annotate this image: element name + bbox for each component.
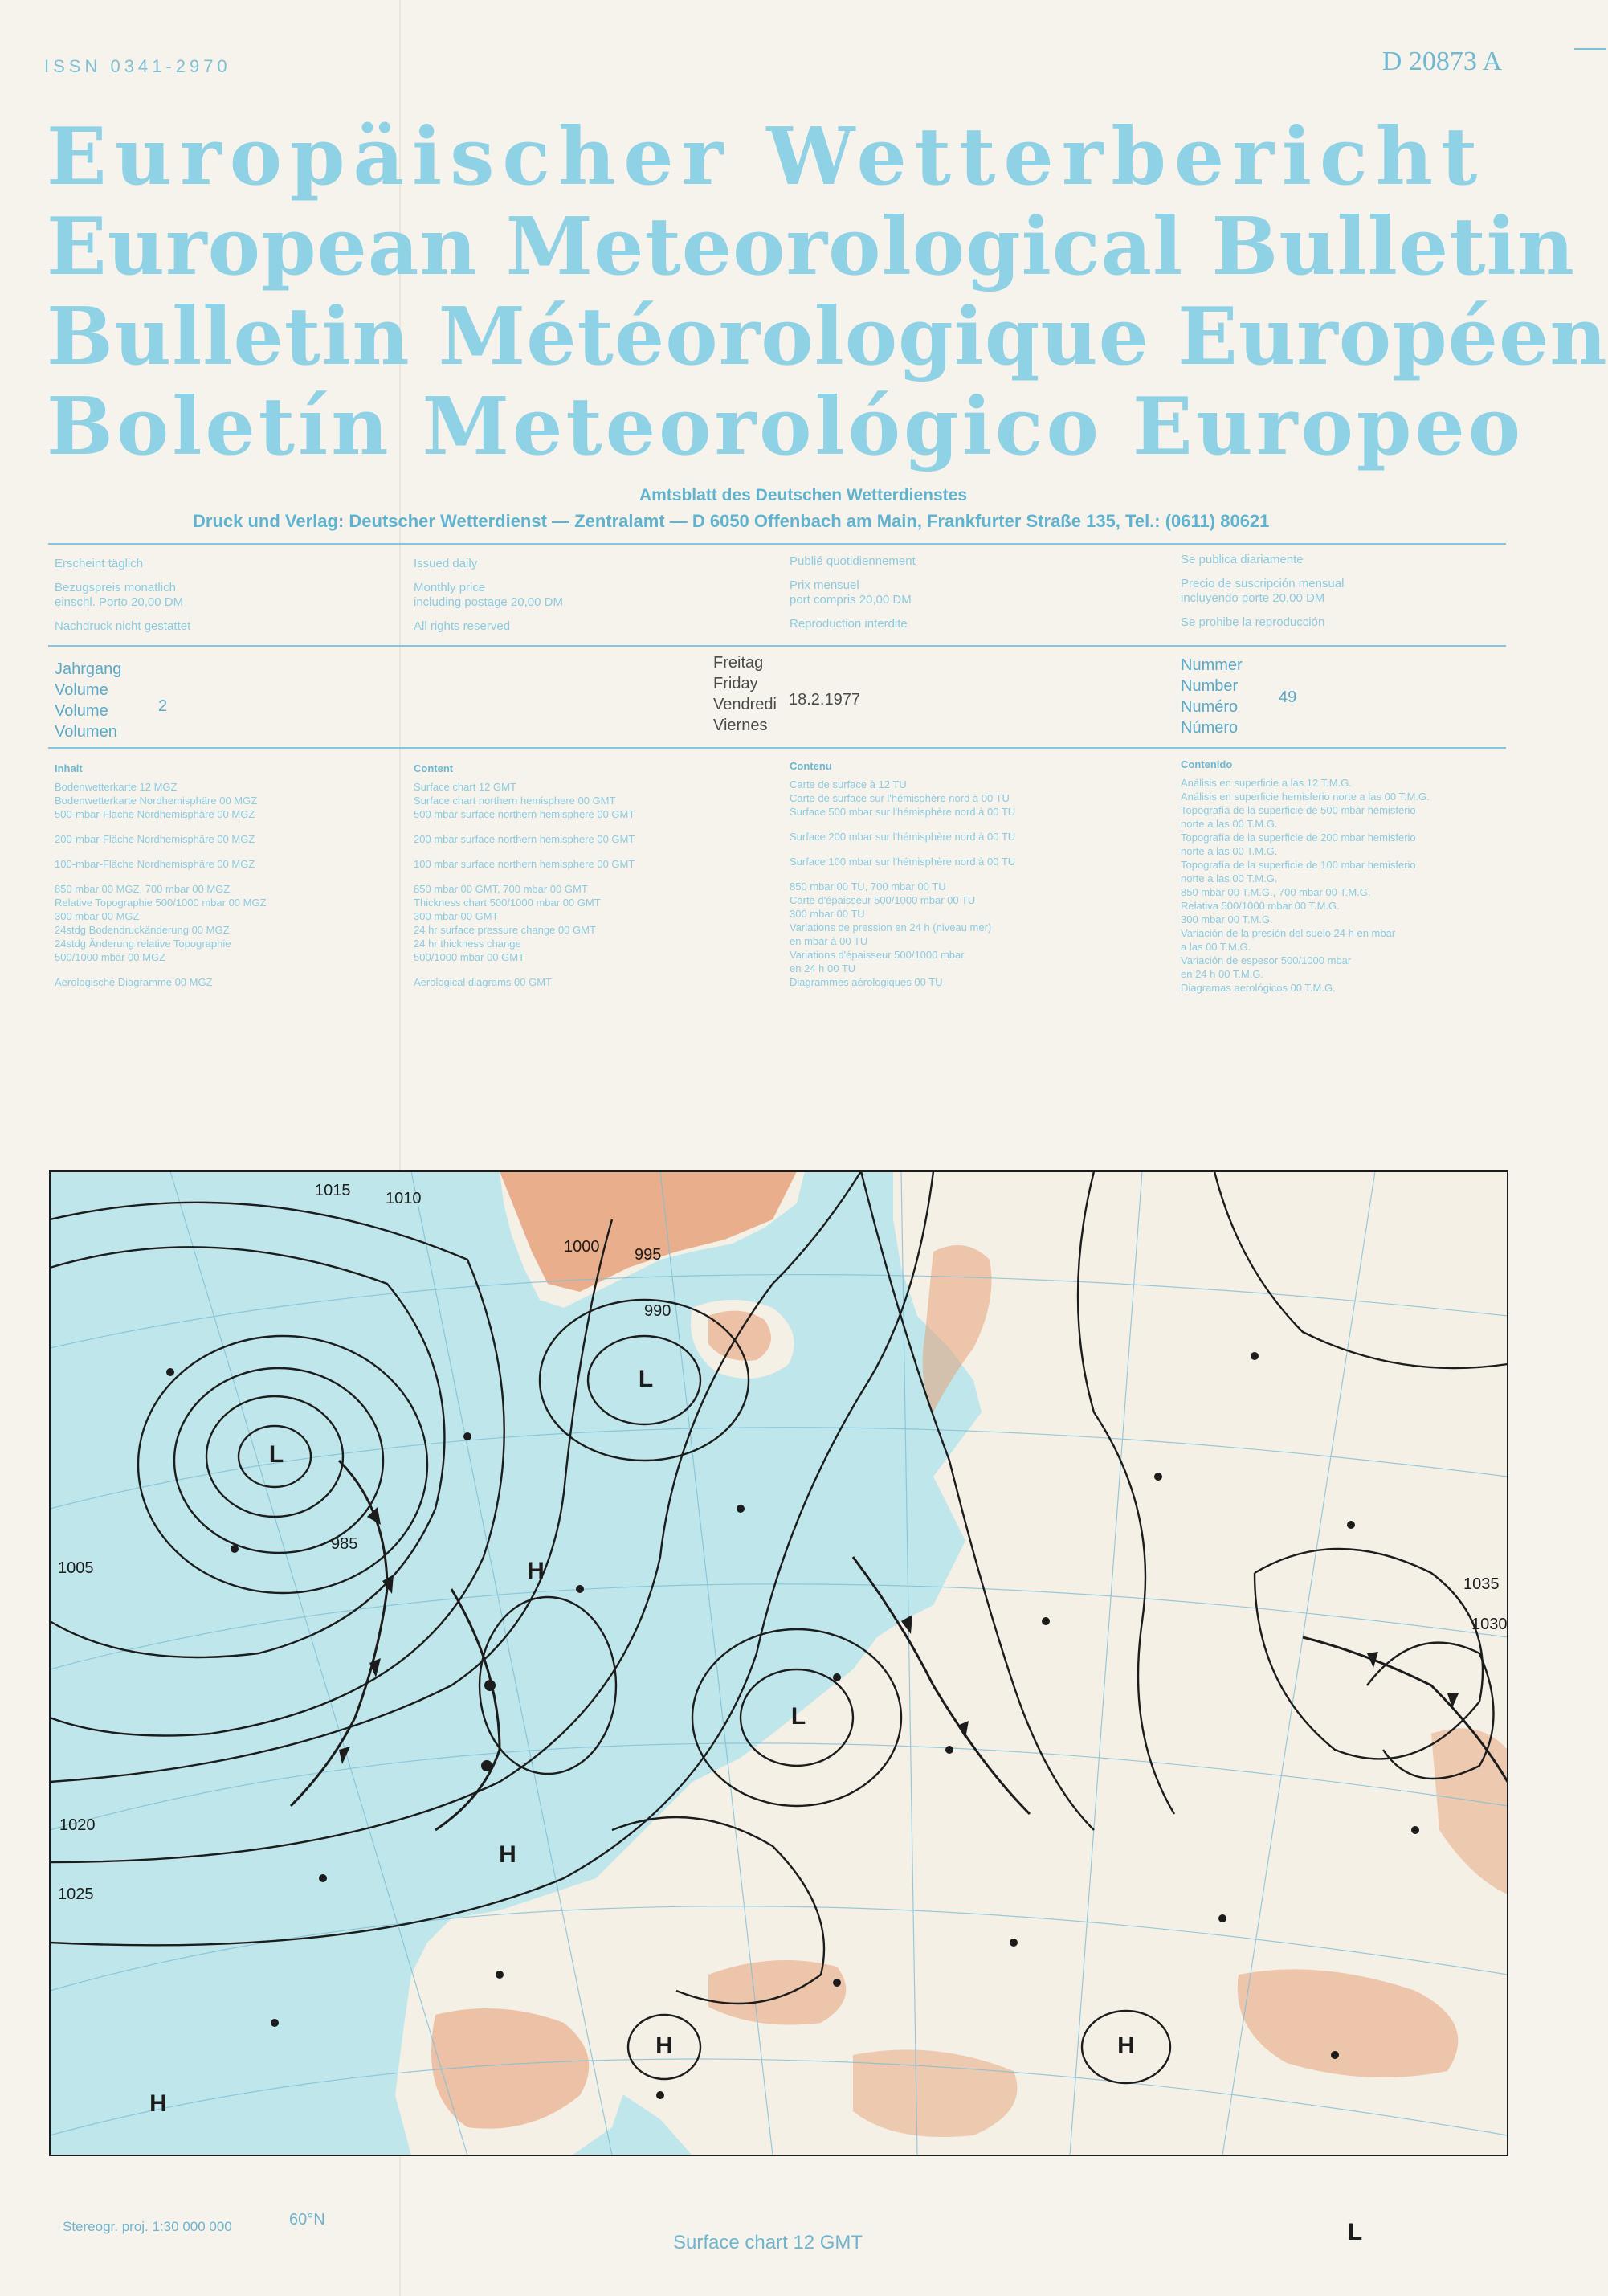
station-dot [1331, 2051, 1339, 2059]
contents-item: en 24 h 00 TU [790, 962, 856, 974]
contents-item: Carte d'épaisseur 500/1000 mbar 00 TU [790, 894, 976, 906]
volume-label: Volume [55, 702, 108, 720]
station-dot [231, 1545, 239, 1553]
contents-item: Bodenwetterkarte 12 MGZ [55, 781, 178, 793]
info-line: einschl. Porto 20,00 DM [55, 595, 184, 609]
info-german [55, 557, 392, 634]
station-dot [1154, 1473, 1162, 1481]
low-center: L [638, 1366, 654, 1392]
contents-item: 850 mbar 00 MGZ, 700 mbar 00 MGZ [55, 883, 231, 895]
contents-item: Carte de surface à 12 TU [790, 778, 907, 791]
isobar-label: 1035 [1463, 1575, 1500, 1593]
contents-item: Surface chart northern hemisphere 00 GMT [414, 795, 616, 807]
info-line: Prix mensuel [790, 578, 859, 592]
isobar-label: 1010 [386, 1190, 422, 1207]
station-dot [1411, 1826, 1419, 1834]
chart-caption: Surface chart 12 GMT [673, 2232, 863, 2253]
contents-item: 500/1000 mbar 00 GMT [414, 951, 525, 963]
contents-item: 200-mbar-Fläche Nordhemisphäre 00 MGZ [55, 833, 255, 845]
volume-label: Volume [55, 681, 108, 699]
station-dot [166, 1368, 174, 1376]
contents-item: Diagramas aerológicos 00 T.M.G. [1181, 982, 1336, 994]
contents-item: 300 mbar 00 MGZ [55, 910, 140, 922]
station-dot [496, 1971, 504, 1979]
number-label: Numéro [1181, 698, 1239, 716]
divider [48, 747, 1506, 749]
high-center: H [149, 2090, 167, 2117]
contents-item: Análisis en superficie a las 12 T.M.G. [1181, 777, 1352, 789]
station-dot [833, 1979, 841, 1987]
station-dot [1347, 1521, 1355, 1529]
contents-french [790, 759, 1159, 989]
contents-heading: Contenu [790, 760, 832, 772]
contents-item: a las 00 T.M.G. [1181, 941, 1251, 953]
contents-item: 850 mbar 00 TU, 700 mbar 00 TU [790, 880, 946, 893]
contents-heading: Content [414, 762, 454, 774]
number-label: Number [1181, 677, 1239, 695]
high-center: H [527, 1558, 545, 1584]
contents-item: 24 hr thickness change [414, 938, 521, 950]
contents-spanish [1181, 758, 1518, 995]
issn: ISSN 0341-2970 [44, 56, 231, 76]
contents-item: Diagrammes aérologiques 00 TU [790, 976, 943, 988]
front-semicircle [484, 1680, 496, 1691]
contents-item: norte a las 00 T.M.G. [1181, 845, 1278, 857]
contents-item: Relativa 500/1000 mbar 00 T.M.G. [1181, 900, 1340, 912]
station-dot [833, 1673, 841, 1681]
contents-heading: Inhalt [55, 762, 83, 774]
issue-date: 18.2.1977 [789, 691, 860, 709]
info-line: Erscheint täglich [55, 557, 144, 570]
contents-item: en 24 h 00 T.M.G. [1181, 968, 1264, 980]
corner-mark [1574, 48, 1606, 50]
station-dot [1218, 1914, 1226, 1922]
contents-heading: Contenido [1181, 758, 1233, 770]
title-english: European Meteorological Bulletin [47, 201, 1575, 293]
contents-item: Surface 500 mbar sur l'hémisphère nord à 00 TU [790, 806, 1016, 818]
info-english [414, 557, 751, 634]
info-line: Reproduction interdite [790, 617, 908, 631]
terrain-alps [708, 1960, 846, 2025]
high-center: H [655, 2032, 673, 2059]
station-dot [1042, 1617, 1050, 1625]
isobar-label: 1005 [58, 1559, 94, 1577]
station-dot [319, 1874, 327, 1882]
contents-english [414, 762, 767, 989]
contents-item: en mbar à 00 TU [790, 935, 868, 947]
isobar-label: 1020 [59, 1816, 96, 1834]
isobar-label: 1015 [315, 1182, 351, 1199]
station-dot [737, 1505, 745, 1513]
contents-item: 500-mbar-Fläche Nordhemisphäre 00 MGZ [55, 808, 255, 820]
amtsblatt-line: Amtsblatt des Deutschen Wetterdienstes [639, 486, 968, 505]
contents-item: 100-mbar-Fläche Nordhemisphäre 00 MGZ [55, 858, 255, 870]
contents-item: 500/1000 mbar 00 MGZ [55, 951, 166, 963]
contents-item: Relative Topographie 500/1000 mbar 00 MGZ [55, 897, 267, 909]
info-french [790, 554, 1143, 631]
isobar-label: 995 [635, 1246, 662, 1264]
latitude-note: 60°N [289, 2211, 325, 2229]
info-line: Se prohibe la reproducción [1181, 615, 1325, 629]
station-dot [576, 1585, 584, 1593]
contents-item: norte a las 00 T.M.G. [1181, 818, 1278, 830]
number-label: Nummer [1181, 656, 1243, 674]
isobar-label: 1025 [58, 1885, 94, 1903]
station-dot [271, 2019, 279, 2027]
contents-item: 200 mbar surface northern hemisphere 00 GMT [414, 833, 635, 845]
contents-item: Variations d'épaisseur 500/1000 mbar [790, 949, 965, 961]
contents-item: Aerological diagrams 00 GMT [414, 976, 552, 988]
contents-item: 300 mbar 00 TU [790, 908, 865, 920]
contents-item: 300 mbar 00 GMT [414, 910, 499, 922]
contents-item: Topografía de la superficie de 200 mbar hemisferio [1181, 831, 1416, 844]
station-dot [656, 2091, 664, 2099]
contents-item: 100 mbar surface northern hemisphere 00 GMT [414, 858, 635, 870]
contents-item: Thickness chart 500/1000 mbar 00 GMT [414, 897, 601, 909]
station-dot [1251, 1352, 1259, 1360]
front-semicircle [481, 1760, 492, 1771]
contents-item: 24stdg Änderung relative Topographie [55, 938, 231, 950]
info-line: port compris 20,00 DM [790, 593, 912, 607]
station-dot [463, 1432, 471, 1440]
contents-item: 300 mbar 00 T.M.G. [1181, 913, 1273, 925]
contents-item: Topografía de la superficie de 100 mbar hemisferio [1181, 859, 1416, 871]
contents-item: Variations de pression en 24 h (niveau mer) [790, 921, 992, 934]
document-number: D 20873 A [1381, 47, 1502, 76]
contents-item: 850 mbar 00 T.M.G., 700 mbar 00 T.M.G. [1181, 886, 1371, 898]
contents-item: 24stdg Bodendruckänderung 00 MGZ [55, 924, 230, 936]
volume-value: 2 [158, 697, 168, 715]
contents-item: 24 hr surface pressure change 00 GMT [414, 924, 596, 936]
contents-item: Variación de espesor 500/1000 mbar [1181, 954, 1352, 966]
day-label: Vendredi [713, 696, 777, 713]
info-line: All rights reserved [414, 619, 511, 633]
number-label: Número [1181, 719, 1239, 737]
title-german: Europäischer Wetterbericht [47, 111, 1486, 203]
title-french: Bulletin Météorologique Européen [47, 291, 1608, 383]
station-dot [945, 1746, 953, 1754]
isobar-label: 990 [644, 1302, 671, 1320]
info-line: Se publica diariamente [1181, 553, 1304, 566]
publisher-line: Druck und Verlag: Deutscher Wetterdienst — Zentralamt — D 6050 Offenbach am Main, Frankfurter Straße 135, Tel.: (0611) 80621 [193, 511, 1270, 531]
contents-item: Análisis en superficie hemisferio norte a las 00 T.M.G. [1181, 791, 1430, 803]
contents-item: Surface 100 mbar sur l'hémisphère nord à 00 TU [790, 856, 1016, 868]
divider [48, 645, 1506, 647]
info-line: incluyendo porte 20,00 DM [1181, 591, 1325, 605]
info-line: Bezugspreis monatlich [55, 581, 176, 594]
day-label: Viernes [713, 717, 768, 734]
divider [48, 543, 1506, 545]
volume-labels [55, 659, 175, 742]
isobar-label: 1030 [1471, 1616, 1508, 1633]
contents-item: norte a las 00 T.M.G. [1181, 872, 1278, 884]
info-line: Precio de suscripción mensual [1181, 577, 1345, 590]
title-spanish: Boletín Meteorológico Europeo [47, 381, 1524, 473]
contents-item: Surface chart 12 GMT [414, 781, 516, 793]
volume-label: Volumen [55, 723, 117, 741]
contents-item: Bodenwetterkarte Nordhemisphäre 00 MGZ [55, 795, 258, 807]
high-center: H [1117, 2032, 1135, 2059]
contents-item: Variación de la presión del suelo 24 h en mbar [1181, 927, 1396, 939]
contents-german [55, 762, 400, 989]
low-center: L [790, 1703, 806, 1730]
contents-item: Carte de surface sur l'hémisphère nord à 00 TU [790, 792, 1010, 804]
day-label: Friday [713, 675, 758, 692]
info-line: Monthly price [414, 581, 486, 594]
projection-note: Stereogr. proj. 1:30 000 000 [63, 2219, 232, 2234]
contents-item: Aerologische Diagramme 00 MGZ [55, 976, 213, 988]
info-line: Nachdruck nicht gestattet [55, 619, 191, 633]
volume-label: Jahrgang [55, 660, 122, 678]
contents-item: Topografía de la superficie de 500 mbar hemisferio [1181, 804, 1416, 816]
station-dot [1010, 1939, 1018, 1947]
low-center: L [1347, 2219, 1363, 2245]
info-spanish [1181, 553, 1518, 630]
low-center: L [268, 1441, 284, 1468]
contents-item: Surface 200 mbar sur l'hémisphère nord à 00 TU [790, 831, 1016, 843]
info-line: Issued daily [414, 557, 478, 570]
issue-number: 49 [1279, 688, 1297, 706]
info-line: including postage 20,00 DM [414, 595, 563, 609]
contents-item: 500 mbar surface northern hemisphere 00 GMT [414, 808, 635, 820]
day-label: Freitag [713, 654, 764, 672]
isobar-label: 1000 [564, 1238, 600, 1256]
info-line: Publié quotidiennement [790, 554, 916, 568]
contents-item: 850 mbar 00 GMT, 700 mbar 00 GMT [414, 883, 588, 895]
high-center: H [499, 1841, 516, 1868]
isobar-label: 985 [331, 1535, 358, 1553]
